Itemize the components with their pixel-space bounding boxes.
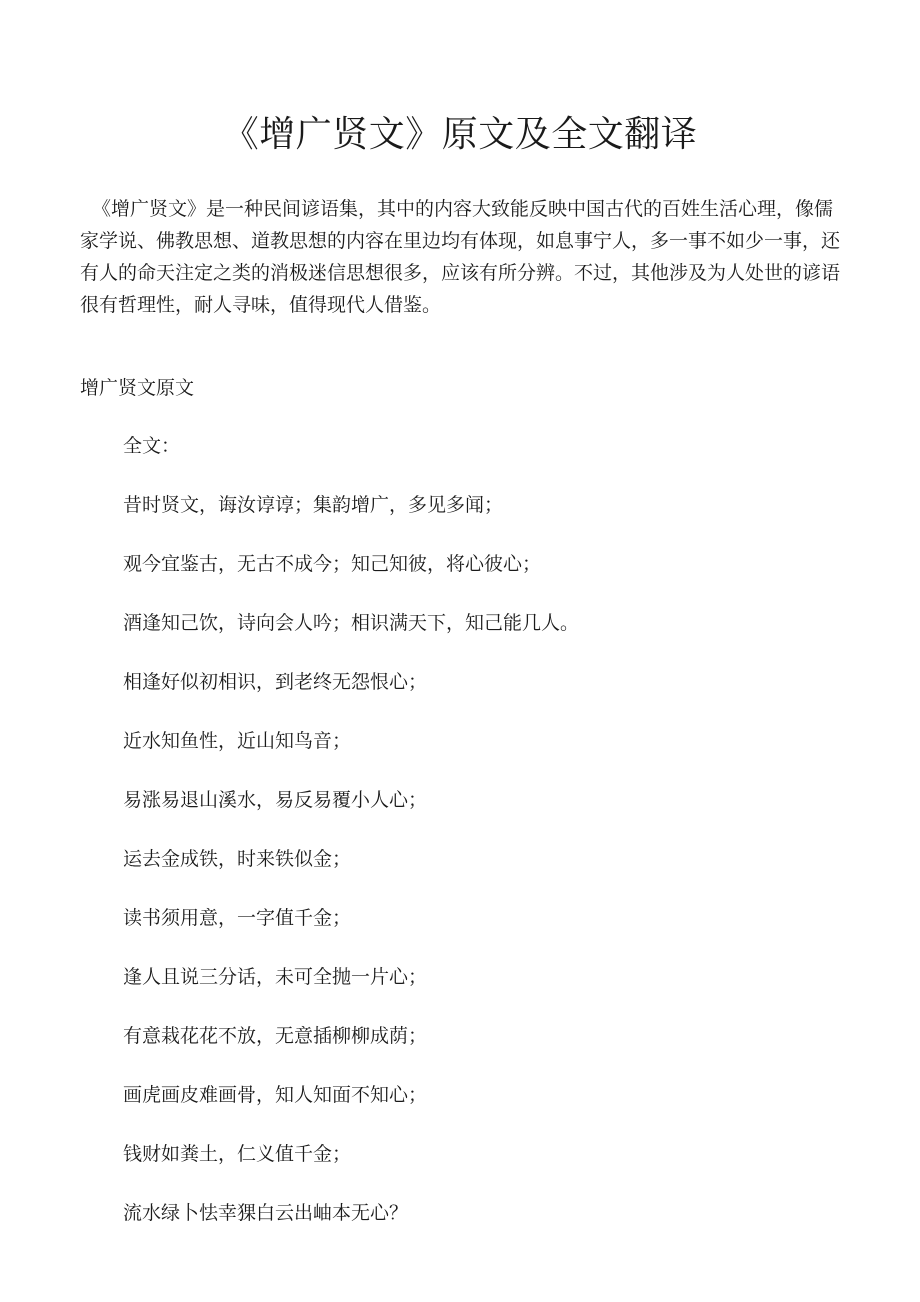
verse-line: 相逢好似初相识，到老终无怨恨心； bbox=[123, 671, 428, 693]
section-heading: 增广贤文原文 bbox=[80, 377, 195, 399]
page-title: 《增广贤文》原文及全文翻译 bbox=[222, 114, 698, 155]
verse-line: 有意栽花花不放，无意插柳柳成荫； bbox=[123, 1025, 428, 1047]
verse-list bbox=[123, 431, 579, 1257]
verse-line: 近水知鱼性，近山知鸟音； bbox=[123, 730, 352, 752]
verse-line: 酒逢知己饮，诗向会人吟；相识满天下，知己能几人。 bbox=[123, 612, 580, 634]
verse-line: 读书须用意，一字值千金； bbox=[123, 907, 352, 929]
verse-line: 钱财如粪土，仁义值千金； bbox=[123, 1143, 352, 1165]
verse-line: 运去金成铁，时来铁似金； bbox=[123, 848, 352, 870]
verse-line: 全文： bbox=[123, 435, 181, 457]
intro-paragraph: 《增广贤文》是一种民间谚语集，其中的内容大致能反映中国古代的百姓生活心理，像儒家学说、佛教思想、道教思想的内容在里边均有体现，如息事宁人，多一事不如少一事，还有人的命天注定之类的消极迷信思想很多，应该有所分辨。不过，其他涉及为人处世的谚语很有哲理性，耐人寻味，值得现代人借鉴。 bbox=[80, 198, 841, 316]
verse-line: 观今宜鉴古，无古不成今；知己知彼，将心彼心； bbox=[123, 553, 542, 575]
verse-line: 易涨易退山溪水，易反易覆小人心； bbox=[123, 789, 428, 811]
verse-line: 昔时贤文，诲汝谆谆；集韵增广，多见多闻； bbox=[123, 494, 504, 516]
verse-line: 流水绿卜怯幸猓白云出岫本无心？ bbox=[123, 1202, 409, 1224]
verse-line: 逢人且说三分话，未可全抛一片心； bbox=[123, 966, 428, 988]
verse-line: 画虎画皮难画骨，知人知面不知心； bbox=[123, 1084, 428, 1106]
